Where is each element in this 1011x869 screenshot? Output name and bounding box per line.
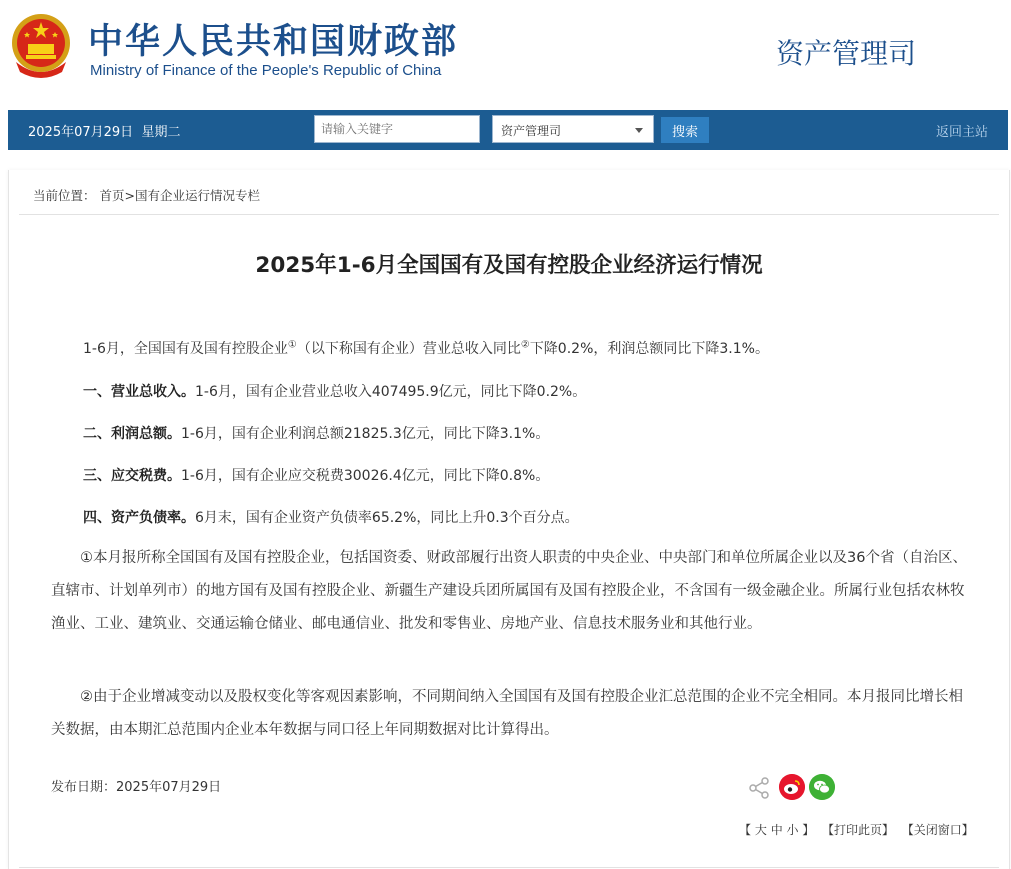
intro-part2: （以下称国有企业）营业总收入同比: [296, 341, 521, 357]
breadcrumb-section-link[interactable]: 国有企业运行情况专栏: [135, 188, 261, 203]
article-item: [83, 465, 549, 485]
divider: [19, 867, 999, 868]
breadcrumb-prefix: 当前位置：: [33, 188, 96, 203]
item-text: 1-6月，国有企业营业总收入407495.9亿元，同比下降0.2%。: [195, 384, 587, 400]
footnote-1: ①本月报所称全国国有及国有控股企业，包括国资委、财政部履行出资人职责的中央企业、中央部门和单位所属企业以及36个省（自治区、直辖市、计划单列市）的地方国有及国有控股企业、新疆生产建设兵团所属国有及国有控股企业，不含国有一级金融企业。所属行业包括农林牧渔业、工业、建筑业、交通运输仓储业、邮电通信业、批发和零售业、房地产业、信息技术服务业和其他行业。: [51, 550, 967, 632]
breadcrumb-separator: >: [124, 188, 135, 203]
font-medium-button[interactable]: 中: [770, 823, 783, 837]
article-item: [83, 507, 579, 527]
nav-bar: [8, 110, 1008, 150]
intro-part3: 下降0.2%，利润总额同比下降3.1%。: [529, 341, 769, 357]
current-date: [28, 121, 180, 140]
chevron-down-icon: [635, 128, 643, 133]
footnote-2: ②由于企业增减变动以及股权变化等客观因素影响，不同期间纳入全国国有及国有控股企业汇总范围的企业不完全相同。本月报同比增长相关数据，由本期汇总范围内企业本年数据与同口径上年同期数据对比计算得出。: [51, 689, 963, 738]
site-title-cn[interactable]: 中华人民共和国财政部: [88, 22, 459, 62]
font-small-button[interactable]: 小: [786, 823, 799, 837]
font-large-button[interactable]: 大: [754, 823, 767, 837]
publish-date: [51, 776, 221, 795]
item-text: 1-6月，国有企业利润总额21825.3亿元，同比下降3.1%。: [181, 426, 550, 442]
share-icon[interactable]: [747, 776, 771, 800]
date-text: 2025年07月29日: [28, 125, 134, 140]
department-title[interactable]: 资产管理司: [776, 37, 917, 70]
breadcrumb: [33, 186, 260, 204]
article-item: [83, 381, 586, 401]
national-emblem-icon: [10, 12, 72, 78]
breadcrumb-home-link[interactable]: 首页: [99, 188, 125, 203]
weekday-text: 星期二: [141, 125, 181, 140]
item-text: 6月末，国有企业资产负债率65.2%，同比上升0.3个百分点。: [195, 510, 579, 526]
font-size-open-bracket: 【: [739, 823, 752, 837]
item-text: 1-6月，国有企业应交税费30026.4亿元，同比下降0.8%。: [181, 468, 550, 484]
wechat-icon[interactable]: [809, 774, 835, 800]
site-header: [0, 0, 1011, 108]
item-heading: 三、应交税费。: [83, 468, 181, 484]
back-home-link[interactable]: 返回主站: [935, 125, 988, 140]
item-heading: 四、资产负债率。: [83, 510, 195, 526]
article-intro: [83, 338, 769, 358]
publish-date-value: 2025年07月29日: [116, 780, 222, 795]
publish-label: 发布日期：: [51, 780, 117, 795]
content-frame: [8, 170, 1010, 869]
intro-part1: 1-6月，全国国有及国有控股企业: [83, 341, 288, 357]
article-title: 2025年1-6月全国国有及国有控股企业经济运行情况: [255, 253, 763, 278]
footnote-ref-1: ①: [287, 339, 297, 351]
search-scope-value: 资产管理司: [501, 124, 562, 138]
print-button[interactable]: 【打印此页】: [822, 823, 895, 837]
footnote-ref-2: ②: [520, 339, 530, 351]
search-scope-select[interactable]: [492, 115, 654, 143]
item-heading: 一、营业总收入。: [83, 384, 195, 400]
search-button[interactable]: 搜索: [661, 117, 709, 143]
divider: [19, 214, 999, 215]
page-tools: [739, 821, 974, 838]
weibo-icon[interactable]: [779, 774, 805, 800]
item-heading: 二、利润总额。: [83, 426, 181, 442]
font-size-close-bracket: 】: [802, 823, 815, 837]
search-input[interactable]: [314, 115, 480, 143]
site-title-en[interactable]: Ministry of Finance of the People's Republic of China: [90, 62, 442, 79]
close-window-button[interactable]: 【关闭窗口】: [901, 823, 974, 837]
article-item: [83, 423, 549, 443]
